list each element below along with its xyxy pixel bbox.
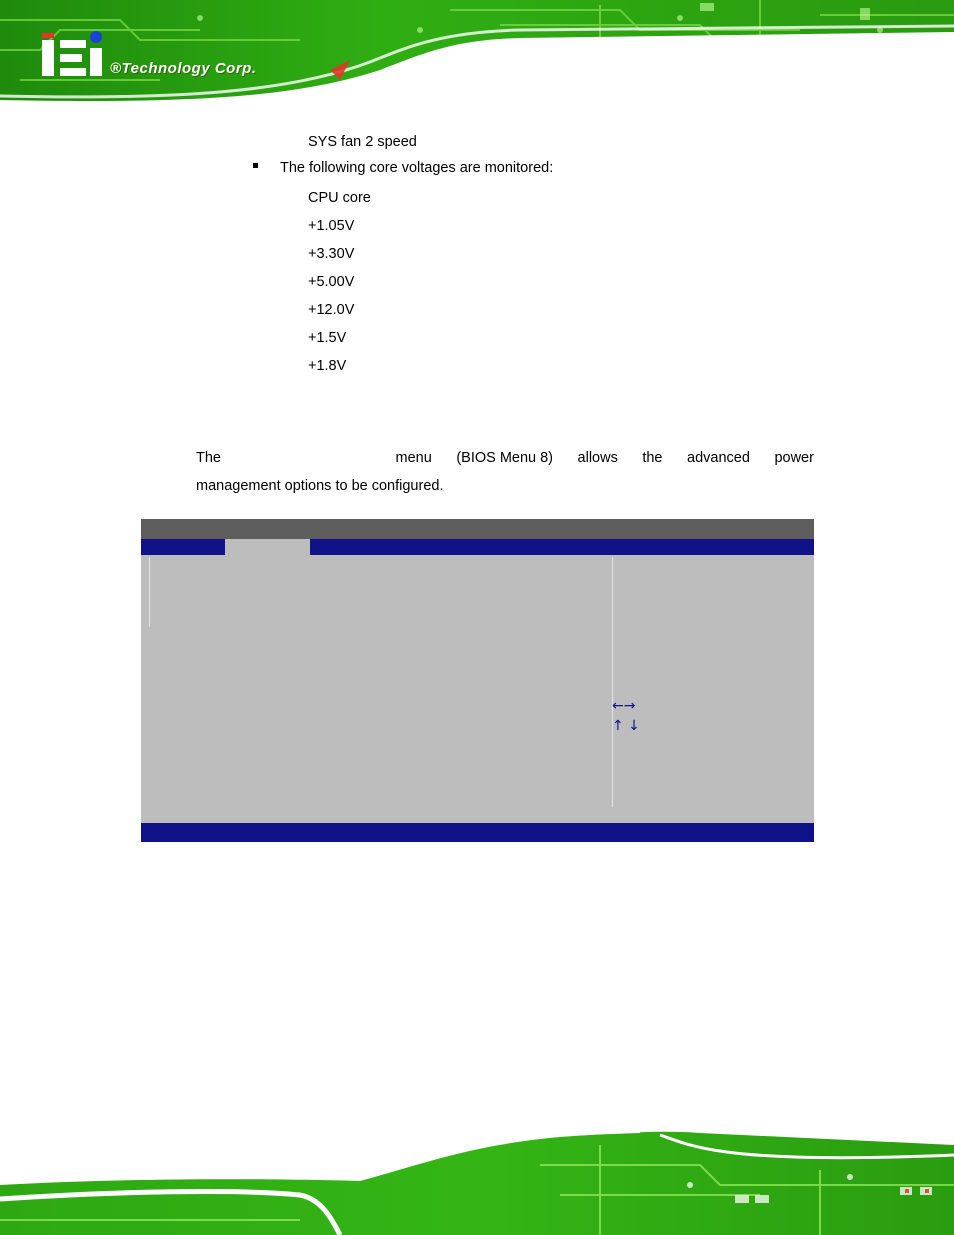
voltage-item: +1.5V: [308, 330, 347, 346]
para-word: (BIOS Menu 8): [456, 450, 554, 466]
voltage-item: CPU core: [308, 190, 371, 206]
bios-help-divider: [612, 557, 613, 807]
paragraph-line-1: [196, 449, 814, 467]
para-word: The: [196, 450, 221, 466]
circuit-board-header-image: [0, 0, 954, 112]
circuit-board-footer-image: [0, 1125, 954, 1235]
para-word: advanced: [687, 450, 750, 466]
voltage-item: +12.0V: [308, 302, 355, 318]
para-word: the: [642, 450, 663, 466]
para-word: allows: [577, 450, 618, 466]
bios-screen: [141, 519, 814, 842]
bios-divider: [149, 557, 150, 627]
company-logo-text: ®Technology Corp.: [110, 60, 257, 77]
paragraph-line-2: management options to be configured.: [196, 478, 444, 494]
footer-banner: [0, 1125, 954, 1235]
bios-footer-bar: [141, 823, 814, 842]
up-down-arrow-icon: ↑ ↓: [612, 718, 640, 734]
para-word: power: [774, 450, 814, 466]
header-banner: [0, 0, 954, 112]
voltage-item: +1.05V: [308, 218, 355, 234]
bios-title-bar: [141, 519, 814, 539]
voltage-item: +5.00V: [308, 274, 355, 290]
voltage-item: +3.30V: [308, 246, 355, 262]
left-right-arrow-icon: ←→: [612, 698, 636, 714]
list-item-sys-fan: SYS fan 2 speed: [308, 134, 417, 150]
bullet-square-icon: [253, 163, 258, 168]
bullet-text: The following core voltages are monitored:: [280, 160, 554, 176]
voltage-item: +1.8V: [308, 358, 347, 374]
bios-tab-active[interactable]: [225, 539, 310, 556]
para-word: menu: [395, 450, 432, 466]
